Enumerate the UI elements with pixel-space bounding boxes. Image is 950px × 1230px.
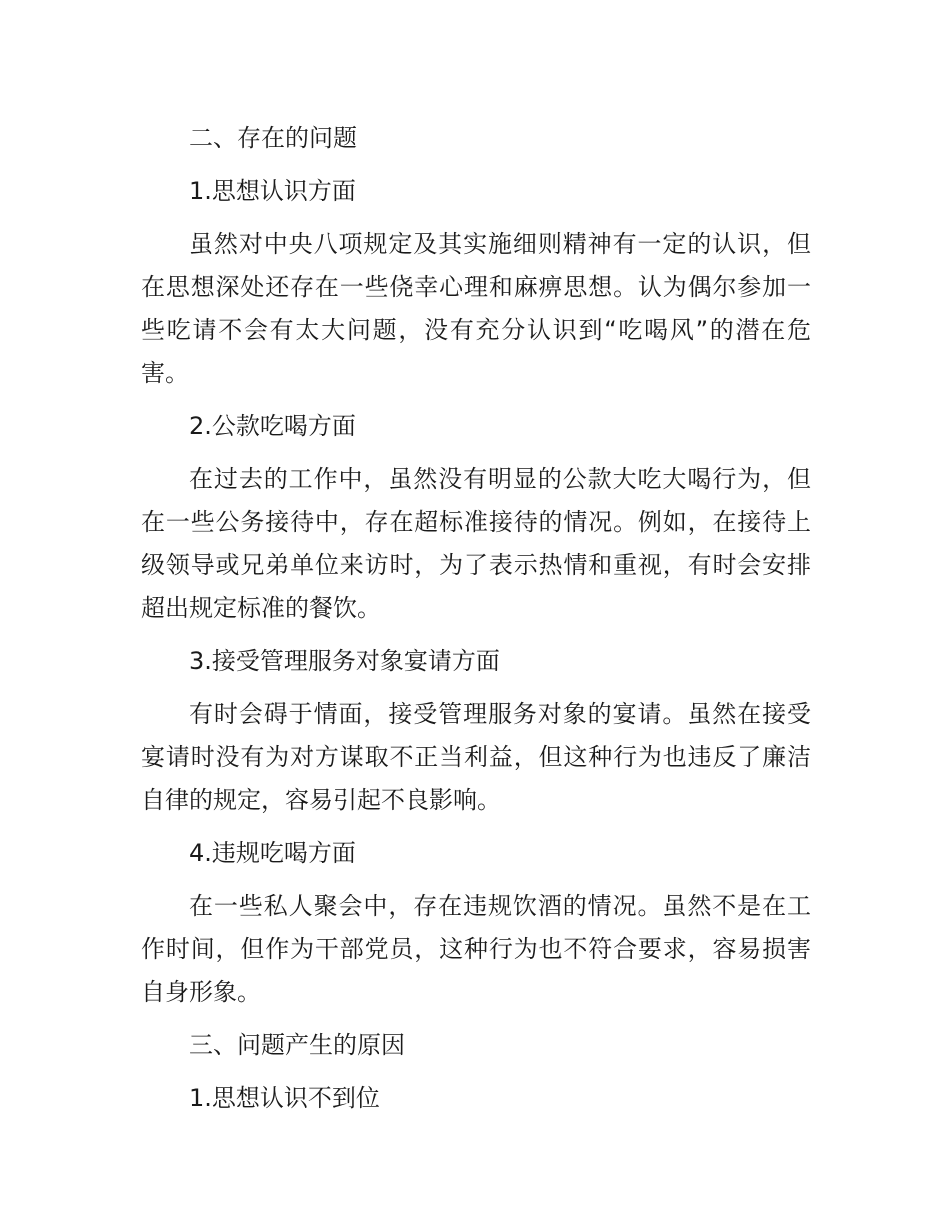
paragraph-violations: 在一些私人聚会中，存在违规饮酒的情况。虽然不是在工作时间，但作为干部党员，这种行为也不符合要求，容易损害自身形象。 bbox=[141, 892, 811, 1006]
paragraph-thinking: 虽然对中央八项规定及其实施细则精神有一定的认识，但在思想深处还存在一些侥幸心理和麻痹思想。认为偶尔参加一些吃请不会有太大问题，没有充分认识到“吃喝风”的潜在危害。 bbox=[141, 230, 811, 387]
subheading-public-funds: 2.公款吃喝方面 bbox=[189, 412, 356, 440]
subheading-insufficient-awareness: 1.思想认识不到位 bbox=[189, 1084, 380, 1112]
section-heading-issues: 二、存在的问题 bbox=[189, 124, 357, 152]
section-heading-causes: 三、问题产生的原因 bbox=[189, 1031, 405, 1059]
paragraph-public-funds: 在过去的工作中，虽然没有明显的公款大吃大喝行为，但在一些公务接待中，存在超标准接待的情况。例如，在接待上级领导或兄弟单位来访时，为了表示热情和重视，有时会安排超出规定标准的餐饮。 bbox=[141, 465, 811, 622]
subheading-thinking: 1.思想认识方面 bbox=[189, 177, 356, 205]
subheading-banquets: 3.接受管理服务对象宴请方面 bbox=[189, 647, 500, 675]
subheading-violations: 4.违规吃喝方面 bbox=[189, 839, 356, 867]
paragraph-banquets: 有时会碍于情面，接受管理服务对象的宴请。虽然在接受宴请时没有为对方谋取不正当利益，但这种行为也违反了廉洁自律的规定，容易引起不良影响。 bbox=[141, 700, 811, 814]
document-body bbox=[141, 117, 811, 1130]
